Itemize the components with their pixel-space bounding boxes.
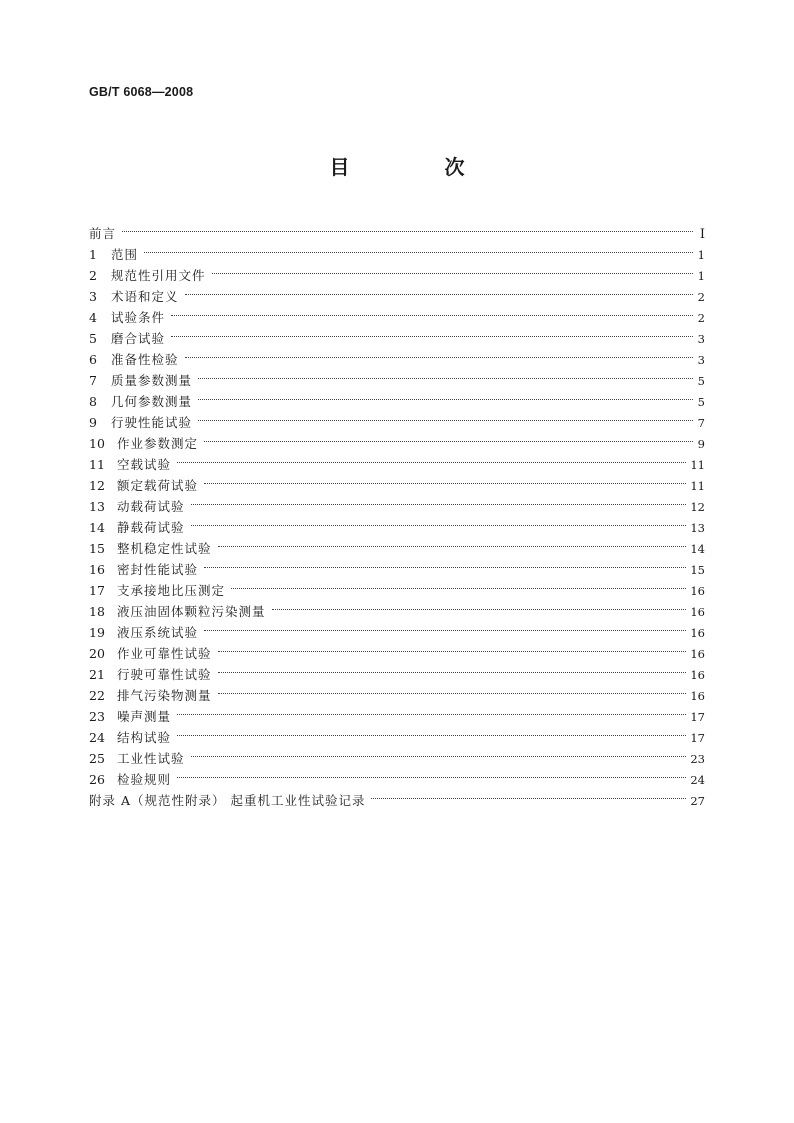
toc-entry[interactable]: [89, 700, 705, 724]
standard-code: GB/T 6068—2008: [89, 85, 194, 99]
toc-entry-number: 1: [89, 247, 97, 262]
toc-entry-label: 规范性引用文件: [111, 268, 206, 283]
dot-leader: [177, 448, 686, 469]
dot-leader: [204, 553, 686, 574]
toc-entry-page: 17: [690, 731, 705, 745]
toc-entry-page: 2: [697, 311, 705, 325]
toc-entry-page: 1: [697, 248, 705, 262]
toc-entry-page: Ⅰ: [699, 227, 705, 242]
toc-entry-number: 14: [89, 520, 105, 535]
toc-entry-page: 27: [690, 794, 705, 808]
toc-entry-label: 术语和定义: [111, 289, 179, 304]
toc-entry-page: 7: [697, 416, 705, 430]
dot-leader: [198, 364, 693, 385]
toc-entry[interactable]: [89, 784, 705, 808]
toc-entry-page: 16: [690, 626, 705, 640]
toc-entry-number: 6: [89, 352, 97, 367]
toc-entry-number: 16: [89, 562, 105, 577]
toc-entry-number: 21: [89, 667, 105, 682]
toc-entry-number: 4: [89, 310, 97, 325]
dot-leader: [204, 469, 686, 490]
toc-entry-label: 静载荷试验: [117, 520, 185, 535]
toc-entry-page: 15: [690, 563, 705, 577]
toc-entry-number: 9: [89, 415, 97, 430]
dot-leader: [212, 259, 693, 280]
toc-entry-page: 3: [697, 332, 705, 346]
dot-leader: [198, 385, 693, 406]
toc-entry-number: 17: [89, 583, 105, 598]
dot-leader: [144, 238, 693, 259]
toc-entry-page: 2: [697, 290, 705, 304]
toc-entry-number: 19: [89, 625, 105, 640]
toc-entry-page: 14: [690, 542, 705, 556]
toc-entry-number: 25: [89, 751, 105, 766]
toc-entry-page: 16: [690, 689, 705, 703]
toc-entry-label: 磨合试验: [111, 331, 166, 346]
dot-leader: [177, 700, 686, 721]
table-of-contents: [89, 217, 705, 808]
toc-entry-page: 11: [690, 479, 705, 493]
toc-entry-number: 5: [89, 331, 97, 346]
toc-entry-page: 5: [697, 374, 705, 388]
toc-entry-label: 作业可靠性试验: [117, 646, 212, 661]
dot-leader: [185, 280, 693, 301]
dot-leader: [191, 742, 687, 763]
toc-entry-label: 范围: [111, 247, 139, 262]
dot-leader: [231, 574, 686, 595]
dot-leader: [191, 490, 687, 511]
toc-entry-label: 试验条件: [111, 310, 166, 325]
toc-entry-page: 12: [690, 500, 705, 514]
toc-entry-number: 3: [89, 289, 97, 304]
toc-entry-label: 整机稳定性试验: [117, 541, 212, 556]
toc-entry-number: 22: [89, 688, 105, 703]
toc-entry-page: 16: [690, 584, 705, 598]
toc-entry-number: 18: [89, 604, 105, 619]
toc-entry-number: 15: [89, 541, 105, 556]
dot-leader: [171, 322, 693, 343]
toc-entry-number: 20: [89, 646, 105, 661]
toc-entry-number: 2: [89, 268, 97, 283]
toc-entry-page: 13: [690, 521, 705, 535]
dot-leader: [185, 343, 693, 364]
dot-leader: [191, 511, 687, 532]
toc-entry-label: 工业性试验: [117, 751, 185, 766]
toc-entry-label: 噪声测量: [117, 709, 172, 724]
toc-entry-label: 准备性检验: [111, 352, 179, 367]
toc-entry[interactable]: [89, 469, 705, 493]
toc-entry[interactable]: [89, 742, 705, 766]
dot-leader: [218, 679, 687, 700]
toc-entry-page: 5: [697, 395, 705, 409]
toc-entry-number: 7: [89, 373, 97, 388]
toc-entry-label: 行驶可靠性试验: [117, 667, 212, 682]
toc-entry-label: 结构试验: [117, 730, 172, 745]
toc-entry-page: 24: [690, 773, 705, 787]
toc-entry-page: 11: [690, 458, 705, 472]
toc-entry-number: 12: [89, 478, 105, 493]
toc-entry-number: 23: [89, 709, 105, 724]
toc-title: 目 次: [329, 155, 509, 179]
toc-entry-label: 附录 A（规范性附录） 起重机工业性试验记录: [89, 793, 366, 808]
toc-entry-number: 11: [89, 457, 105, 472]
dot-leader: [218, 658, 687, 679]
toc-entry-number: 26: [89, 772, 105, 787]
toc-entry[interactable]: [89, 238, 705, 262]
toc-entry-page: 9: [697, 437, 705, 451]
toc-entry-label: 检验规则: [117, 772, 172, 787]
dot-leader: [204, 427, 693, 448]
dot-leader: [218, 637, 687, 658]
toc-entry-label: 额定载荷试验: [117, 478, 199, 493]
dot-leader: [122, 217, 693, 238]
toc-entry-label: 作业参数测定: [117, 436, 199, 451]
dot-leader: [371, 784, 686, 805]
dot-leader: [272, 595, 687, 616]
toc-entry-label: 液压系统试验: [117, 625, 199, 640]
toc-entry-page: 16: [690, 647, 705, 661]
toc-entry-number: 10: [89, 436, 105, 451]
toc-entry[interactable]: [89, 217, 705, 242]
toc-entry[interactable]: [89, 259, 705, 283]
dot-leader: [218, 532, 687, 553]
toc-entry-label: 空载试验: [117, 457, 172, 472]
toc-entry-page: 16: [690, 605, 705, 619]
toc-entry[interactable]: [89, 721, 705, 745]
dot-leader: [198, 406, 693, 427]
toc-entry-page: 23: [690, 752, 705, 766]
dot-leader: [177, 763, 686, 784]
toc-entry-page: 1: [697, 269, 705, 283]
toc-entry-number: 24: [89, 730, 105, 745]
toc-entry-label: 前言: [89, 226, 117, 241]
dot-leader: [177, 721, 686, 742]
toc-entry-page: 3: [697, 353, 705, 367]
dot-leader: [204, 616, 686, 637]
toc-entry[interactable]: [89, 322, 705, 346]
toc-entry-number: 8: [89, 394, 97, 409]
toc-entry-page: 16: [690, 668, 705, 682]
toc-entry[interactable]: [89, 301, 705, 325]
toc-entry-label: 动载荷试验: [117, 499, 185, 514]
toc-entry-label: 密封性能试验: [117, 562, 199, 577]
toc-entry-label: 排气污染物测量: [117, 688, 212, 703]
dot-leader: [171, 301, 693, 322]
toc-entry-label: 支承接地比压测定: [117, 583, 226, 598]
toc-entry[interactable]: [89, 763, 705, 787]
toc-entry-label: 几何参数测量: [111, 394, 193, 409]
toc-entry-page: 17: [690, 710, 705, 724]
toc-entry[interactable]: [89, 448, 705, 472]
toc-entry-label: 液压油固体颗粒污染测量: [117, 604, 266, 619]
toc-entry[interactable]: [89, 364, 705, 388]
toc-entry-number: 13: [89, 499, 105, 514]
toc-entry-label: 质量参数测量: [111, 373, 193, 388]
toc-entry[interactable]: [89, 343, 705, 367]
toc-entry-label: 行驶性能试验: [111, 415, 193, 430]
